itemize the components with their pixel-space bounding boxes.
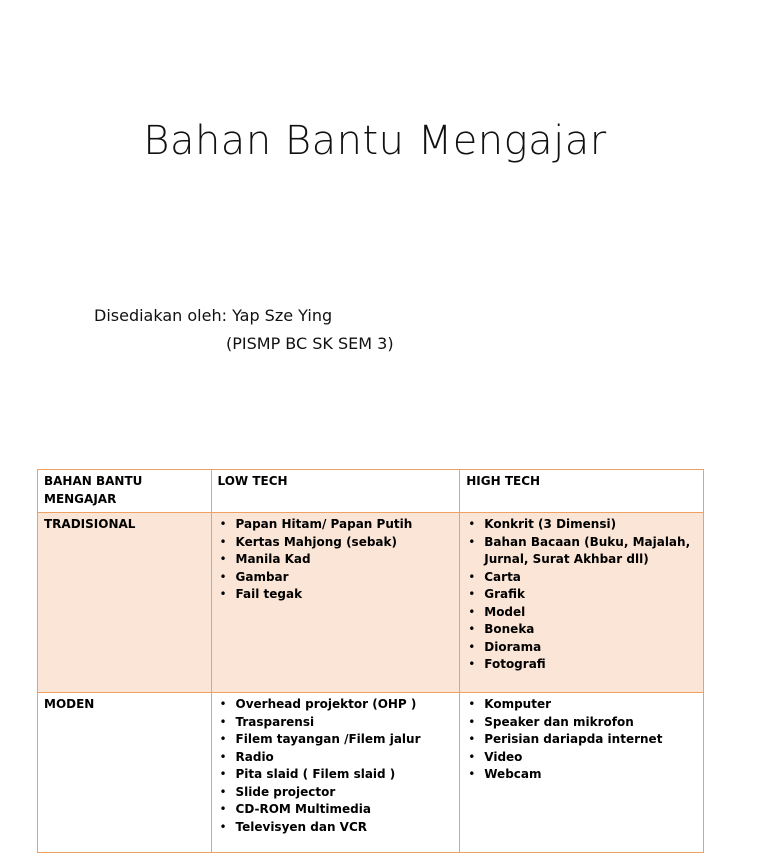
list-tradisional-high-tech	[466, 516, 697, 674]
list-item: • Webcam	[466, 766, 697, 784]
list-item: • Komputer	[466, 696, 697, 714]
table-header-row	[38, 470, 704, 513]
list-item: • Radio	[218, 749, 454, 767]
list-item: • Diorama	[466, 639, 697, 657]
list-item: • Konkrit (3 Dimensi)	[466, 516, 697, 534]
cell-tradisional-high-tech	[460, 513, 704, 693]
cell-moden-high-tech	[460, 693, 704, 853]
list-item: • Papan Hitam/ Papan Putih	[218, 516, 454, 534]
list-item: • Televisyen dan VCR	[218, 819, 454, 837]
list-item: • Slide projector	[218, 784, 454, 802]
document-title: Bahan Bantu Mengajar	[143, 118, 607, 164]
list-item: • Fotografi	[466, 656, 697, 674]
list-item: • Fail tegak	[218, 586, 454, 604]
list-item: • Grafik	[466, 586, 697, 604]
list-item: • Bahan Bacaan (Buku, Majalah, Jurnal, Surat Akhbar dll)	[466, 534, 697, 569]
header-cell-high-tech: HIGH TECH	[460, 470, 704, 513]
list-item: • CD-ROM Multimedia	[218, 801, 454, 819]
list-item: • Video	[466, 749, 697, 767]
row-label-tradisional: TRADISIONAL	[38, 513, 212, 693]
list-tradisional-low-tech	[218, 516, 454, 604]
list-item: • Filem tayangan /Filem jalur	[218, 731, 454, 749]
list-item: • Manila Kad	[218, 551, 454, 569]
list-item: • Boneka	[466, 621, 697, 639]
list-item: • Perisian dariapda internet	[466, 731, 697, 749]
header-cell-category: BAHAN BANTU MENGAJAR	[38, 470, 212, 513]
cell-tradisional-low-tech	[211, 513, 460, 693]
teaching-aids-table	[37, 469, 704, 853]
header-cell-low-tech: LOW TECH	[211, 470, 460, 513]
course-text: (PISMP BC SK SEM 3)	[226, 334, 394, 353]
row-label-moden: MODEN	[38, 693, 212, 853]
list-item: • Pita slaid ( Filem slaid )	[218, 766, 454, 784]
list-item: • Trasparensi	[218, 714, 454, 732]
table-row-moden	[38, 693, 704, 853]
list-item: • Overhead projektor (OHP )	[218, 696, 454, 714]
list-item: • Kertas Mahjong (sebak)	[218, 534, 454, 552]
list-item: • Gambar	[218, 569, 454, 587]
list-moden-high-tech	[466, 696, 697, 784]
list-moden-low-tech	[218, 696, 454, 836]
list-item: • Model	[466, 604, 697, 622]
prepared-by-text: Disediakan oleh: Yap Sze Ying	[94, 306, 333, 325]
list-item: • Speaker dan mikrofon	[466, 714, 697, 732]
table-row-tradisional	[38, 513, 704, 693]
list-item: • Carta	[466, 569, 697, 587]
cell-moden-low-tech	[211, 693, 460, 853]
